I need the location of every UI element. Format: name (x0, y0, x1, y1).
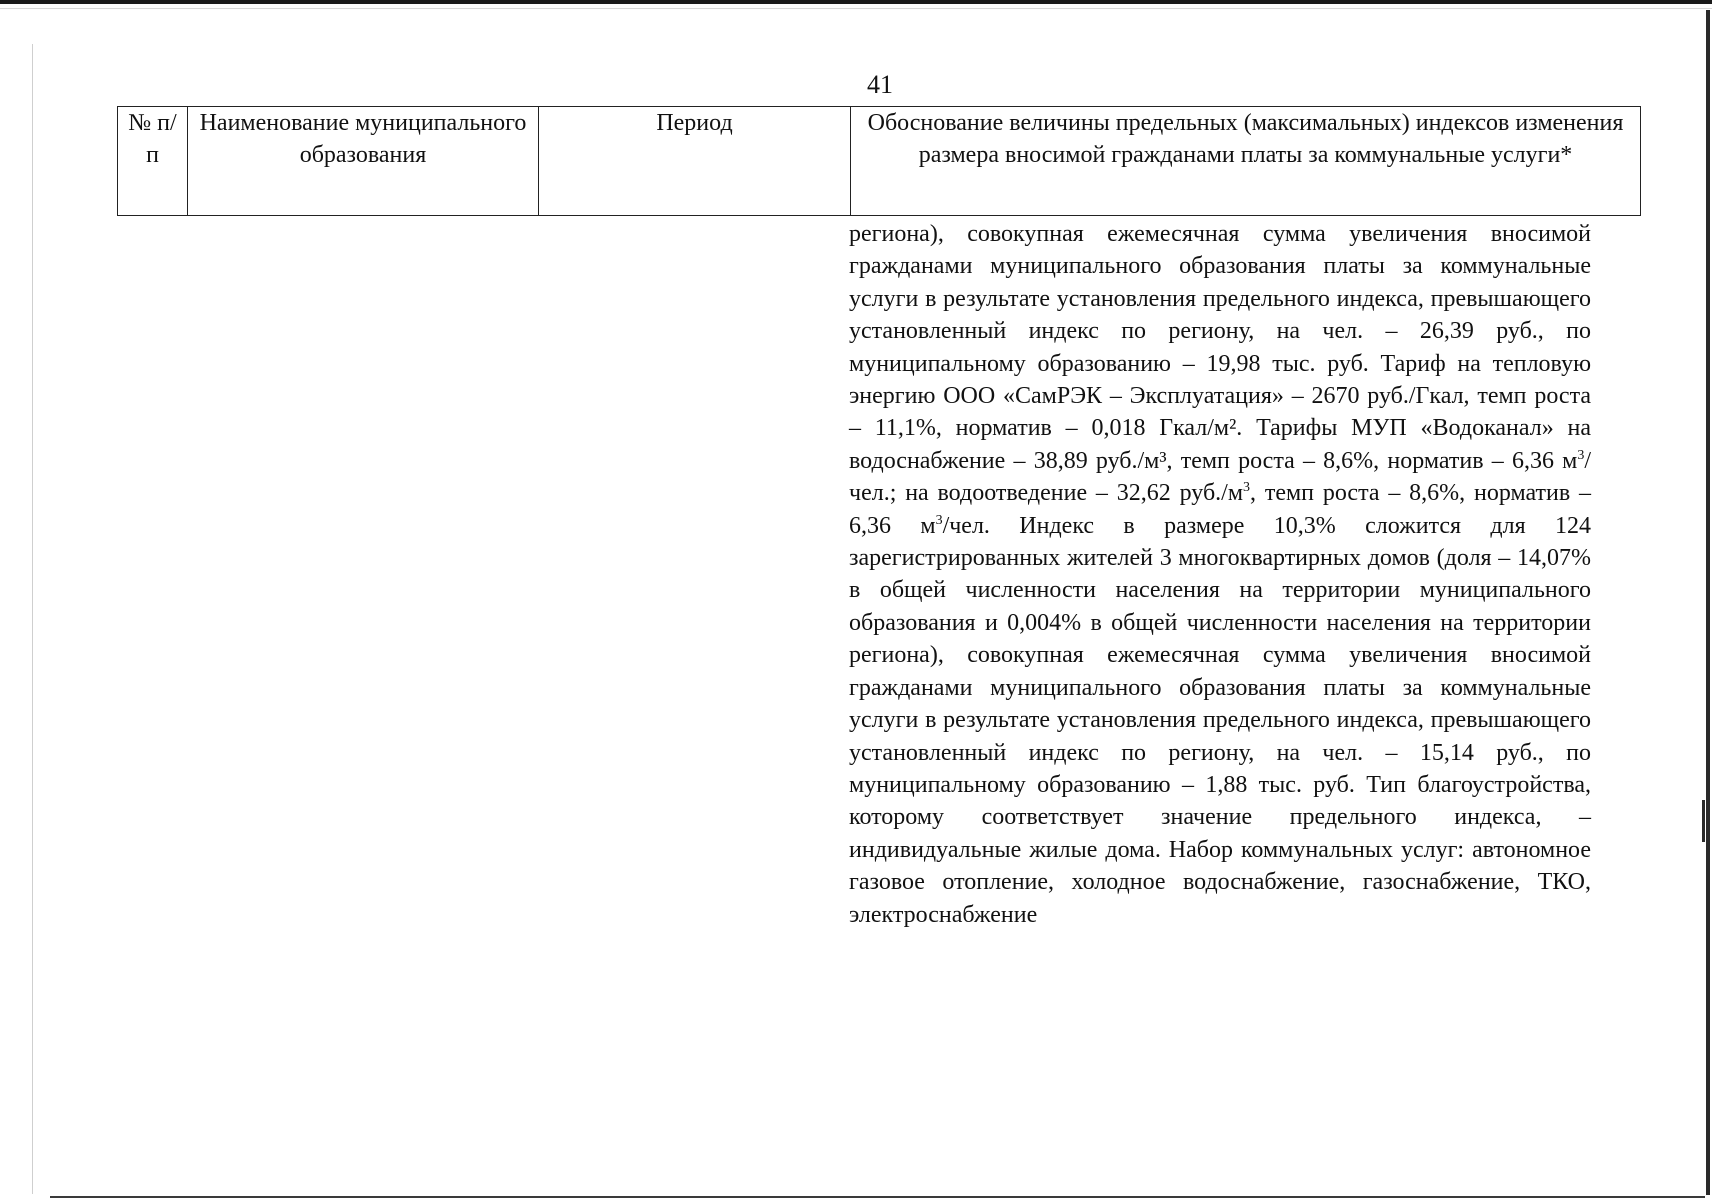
scan-edge-top (0, 0, 1712, 4)
table-header-row (118, 107, 1641, 216)
text-part-3: , темп роста – 8,6%, норматив – 6,36 м (849, 480, 1592, 539)
text-part-2: /чел.; на водоотведение – 32,62 руб./м (849, 447, 1591, 507)
text-part-1: региона), совокупная ежемесячная сумма увеличения вносимой гражданами муниципального образования платы за коммунальные услуги в результате установления предельного индекса, превышающего установленный индекс по региону, на чел. – 26,39 руб., по муниципальному образованию – 19,98 тыс. руб. Тариф на тепловую энергию ООО «СамРЭК – Эксплуатация» – 2670 руб./Гкал, темп роста – 11,1%, норматив – 0,018 Гкал/м². Тарифы МУП «Водоканал» на водоснабжение – 38,89 руб./м³, темп роста – 8,6%, норматив – 6,36 м (849, 221, 1591, 474)
superscript-cubic: 3 (1243, 480, 1251, 496)
scan-edge-right-mark (1702, 800, 1705, 842)
scan-edge-top-inner (0, 8, 1712, 9)
scan-edge-left (32, 44, 33, 1194)
superscript-cubic: 3 (1577, 447, 1585, 463)
page-number: 41 (867, 70, 893, 99)
text-part-4: /чел. Индекс в размере 10,3% сложится для 124 зарегистрированных жителей 3 многоквартирных домов (доля – 14,07% в общей численности населения на территории муниципального образования и 0,004% в общей численности населения на территории региона), совокупная ежемесячная сумма увеличения вносимой гражданами муниципального образования платы за коммунальные услуги в результате установления предельного индекса, превышающего установленный индекс по региону, на чел. – 15,14 руб., по муниципальному образованию – 1,88 тыс. руб. Тип благоустройства, которому соответствует значение предельного индекса, – индивидуальные жилые дома. Набор коммунальных услуг: автономное газовое отопление, холодное водоснабжение, газоснабжение, ТКО, электроснабжение (849, 512, 1592, 928)
justification-text (849, 218, 1591, 931)
scan-edge-bottom (50, 1196, 1705, 1198)
table-header (117, 106, 1641, 216)
scan-edge-right (1706, 10, 1710, 1195)
header-number: № п/п (118, 107, 188, 216)
header-justification: Обоснование величины предельных (максимальных) индексов изменения размера вносимой гражданами платы за коммунальные услуги* (851, 107, 1641, 216)
header-municipality: Наименование муниципального образования (188, 107, 539, 216)
superscript-cubic: 3 (935, 512, 943, 528)
header-period: Период (539, 107, 851, 216)
